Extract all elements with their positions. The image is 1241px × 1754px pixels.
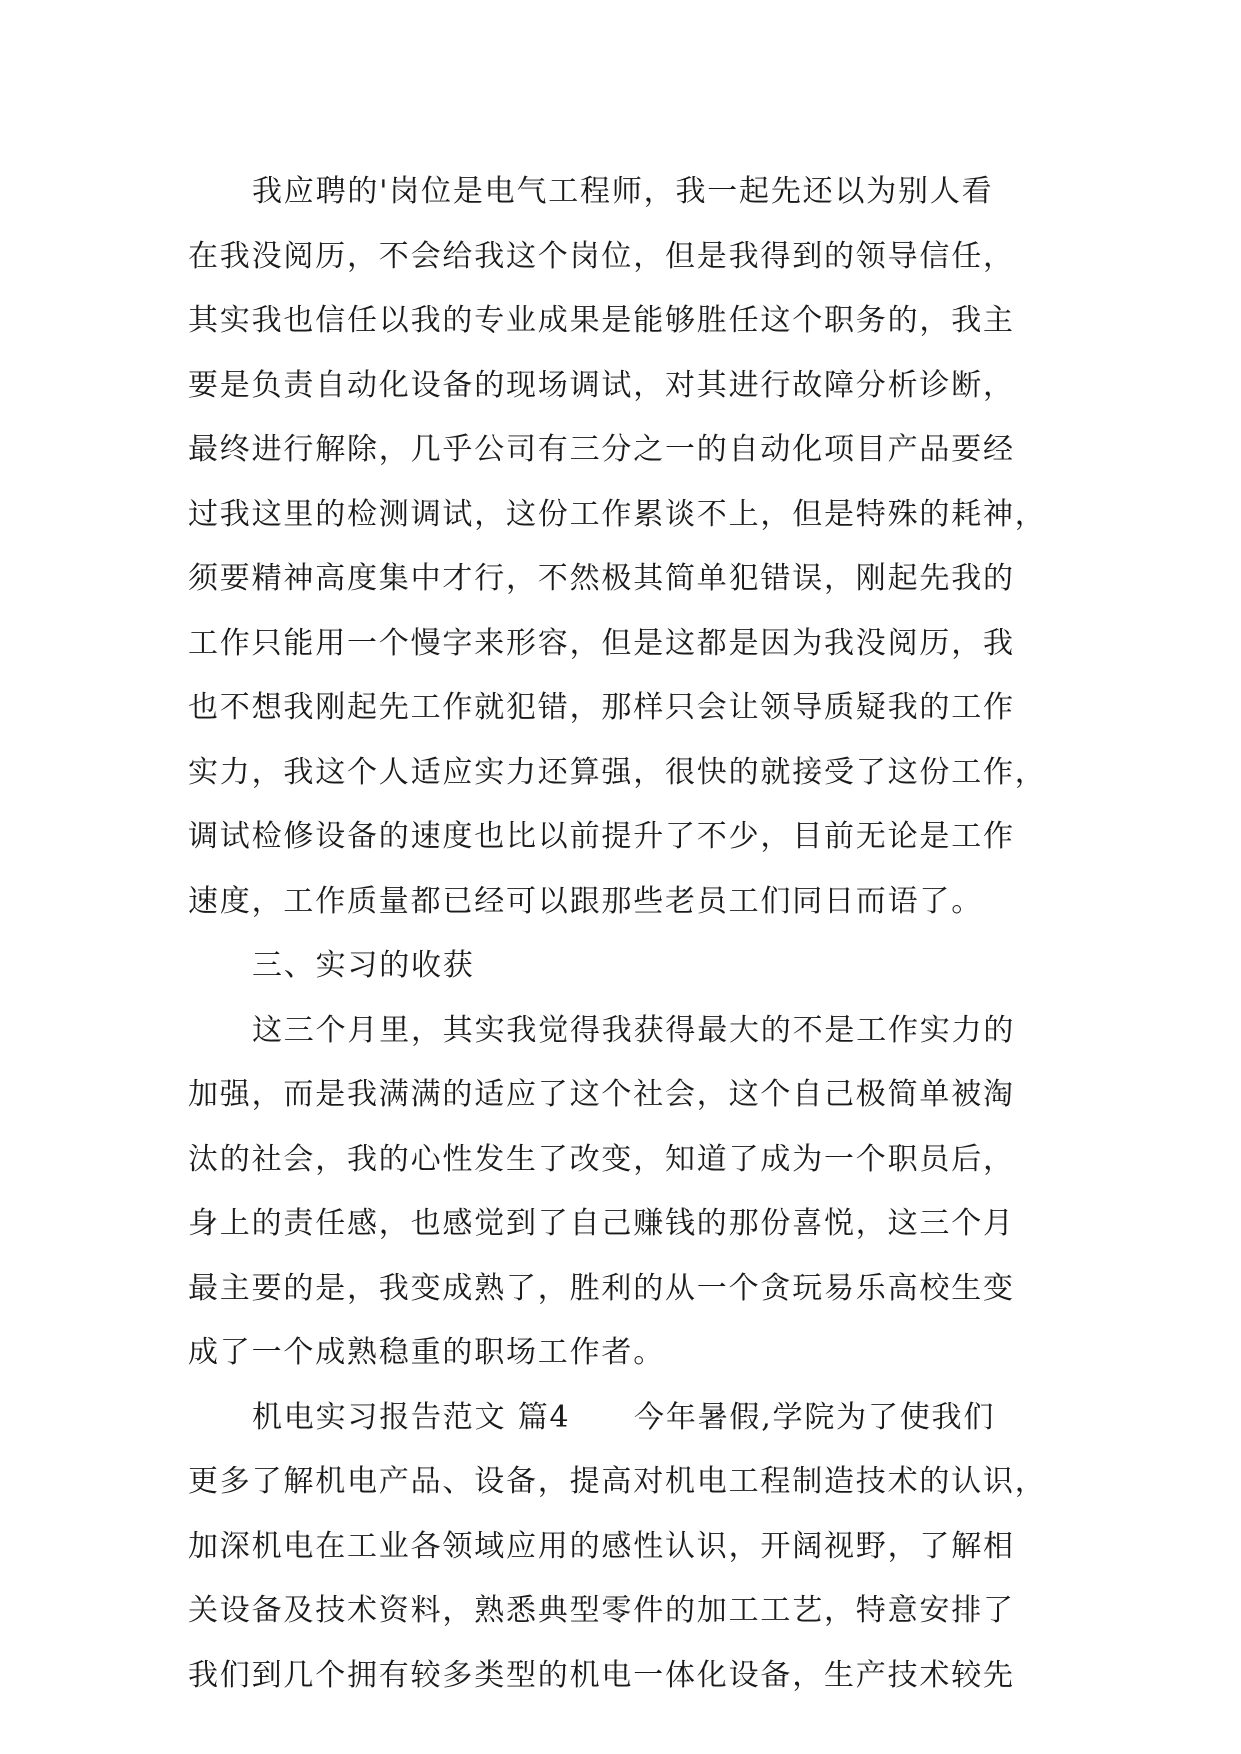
- text-line: 加深机电在工业各领域应用的感性认识，开阔视野，了解相: [188, 1528, 1015, 1564]
- text-line: 这三个月里，其实我觉得我获得最大的不是工作实力的: [252, 1012, 1016, 1048]
- text-line: 成了一个成熟稳重的职场工作者。: [188, 1335, 665, 1370]
- text-line: 机电实习报告范文 篇4 今年暑假,学院为了使我们: [252, 1399, 996, 1435]
- text-line: 其实我也信任以我的专业成果是能够胜任这个职务的，我主: [188, 303, 1015, 338]
- text-line: 我们到几个拥有较多类型的机电一体化设备，生产技术较先: [188, 1657, 1015, 1693]
- text-line: 加强，而是我满满的适应了这个社会，这个自己极简单被淘: [188, 1077, 1015, 1112]
- text-line: 三、实习的收获: [252, 948, 475, 983]
- text-line: 最主要的是，我变成熟了，胜利的从一个贪玩易乐高校生变: [188, 1270, 1015, 1306]
- text-line: 过我这里的检测调试，这份工作累谈不上，但是特殊的耗神，: [188, 496, 1047, 532]
- text-line: 工作只能用一个慢字来形容，但是这都是因为我没阅历，我: [188, 625, 1015, 661]
- document-body: [188, 160, 1058, 1708]
- text-line: 在我没阅历，不会给我这个岗位，但是我得到的领导信任，: [188, 238, 1015, 274]
- text-line: 要是负责自动化设备的现场调试，对其进行故障分析诊断，: [188, 367, 1015, 403]
- text-line: 身上的责任感，也感觉到了自己赚钱的那份喜悦，这三个月: [188, 1206, 1015, 1241]
- text-line: 也不想我刚起先工作就犯错，那样只会让领导质疑我的工作: [188, 690, 1015, 725]
- text-line: 关设备及技术资料，熟悉典型零件的加工工艺，特意安排了: [188, 1593, 1015, 1628]
- text-line: 我应聘的'岗位是电气工程师，我一起先还以为别人看: [252, 174, 994, 209]
- text-line: 调试检修设备的速度也比以前提升了不少，目前无论是工作: [188, 819, 1015, 854]
- text-line: 最终进行解除，几乎公司有三分之一的自动化项目产品要经: [188, 432, 1015, 467]
- text-line: 实力，我这个人适应实力还算强，很快的就接受了这份工作，: [188, 754, 1047, 790]
- text-line: 须要精神高度集中才行，不然极其简单犯错误，刚起先我的: [188, 561, 1015, 596]
- text-line: 更多了解机电产品、设备，提高对机电工程制造技术的认识，: [188, 1464, 1047, 1499]
- text-line: 汰的社会，我的心性发生了改变，知道了成为一个职员后，: [188, 1141, 1015, 1177]
- text-line: 速度，工作质量都已经可以跟那些老员工们同日而语了。: [188, 883, 983, 919]
